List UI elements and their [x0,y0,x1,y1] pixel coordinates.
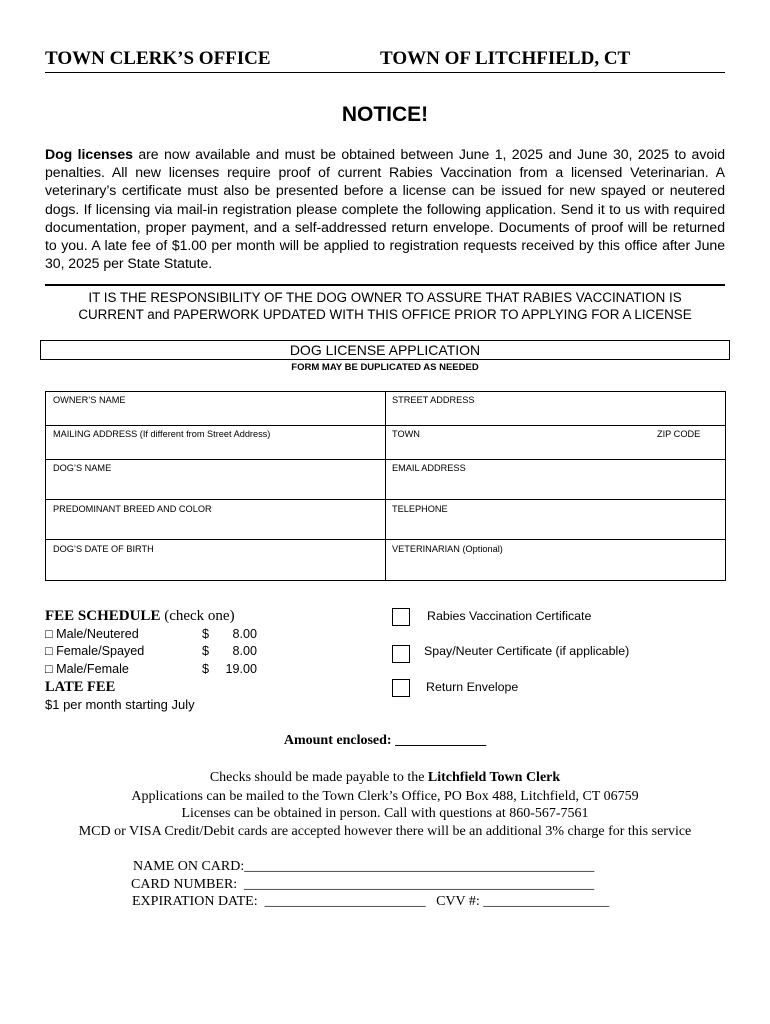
responsibility-line-1: IT IS THE RESPONSIBILITY OF THE DOG OWNER TO ASSURE THAT RABIES VACCINATION IS [88,290,682,305]
fee-option-label: □ Male/Female [45,662,129,676]
responsibility-statement [45,289,725,323]
fee-schedule-title [45,608,235,625]
fee-currency: $ [202,627,210,641]
veterinarian-label: VETERINARIAN (Optional) [392,544,503,554]
card-number-field[interactable]: CARD NUMBER: __________________________________________________ [131,877,595,892]
return-envelope-label: Return Envelope [426,680,519,694]
email-address-label: EMAIL ADDRESS [392,463,466,473]
notice-title: NOTICE! [341,103,429,126]
card-info: MCD or VISA Credit/Debit cards are accepted however there will be an additional 3% charge for this service [78,824,692,839]
dogs-dob-field[interactable] [46,540,385,580]
fee-option-male-neutered[interactable] [45,627,305,644]
spay-neuter-certificate-checkbox[interactable] [392,645,410,663]
fee-amount: 8.00 [232,644,257,658]
document-header [45,48,725,73]
owners-name-field[interactable] [46,392,385,425]
application-subtitle: FORM MAY BE DUPLICATED AS NEEDED [291,362,479,373]
fee-option-male-female[interactable] [45,662,305,679]
breed-color-field[interactable] [46,500,385,539]
fee-currency: $ [202,644,210,658]
late-fee-title: LATE FEE [45,679,116,695]
notice-bold-lead: Dog licenses [45,146,133,162]
veterinarian-field[interactable] [386,540,725,580]
mail-info: Applications can be mailed to the Town Clerk’s Office, PO Box 488, Litchfield, CT 06759 [131,789,639,804]
fee-amount: 19.00 [225,662,257,676]
telephone-field[interactable] [386,500,725,539]
zip-code-label: ZIP CODE [657,429,701,439]
fee-schedule-note: (check one) [160,608,235,624]
office-name: TOWN CLERK’S OFFICE [45,48,271,69]
fee-option-label: □ Male/Neutered [45,627,139,641]
town-label: TOWN [392,429,420,439]
spay-neuter-certificate-label: Spay/Neuter Certificate (if applicable) [424,644,630,658]
street-address-label: STREET ADDRESS [392,395,475,405]
notice-text: are now available and must be obtained between June 1, 2025 and June 30, 2025 to avoid penalties. All new licenses require proof of current Rabies Vaccination from a licensed Veterinarian. A veterinary’s certificate must also be presented before a license can be issued for new spayed or neutered dogs. If licensing via mail-in registration please complete the following application. Send it to us with required documentation, proper payment, and a self-addressed return envelope. Documents of proof will be returned to you. A late fee of $1.00 per month will be applied to registration requests received by this office after June 30, 2025 per State Statute. [45,146,725,272]
fee-amount: 8.00 [232,627,257,641]
name-on-card-field[interactable]: NAME ON CARD:__________________________________________________ [133,859,595,874]
amount-enclosed[interactable]: Amount enclosed: _____________ [283,733,487,748]
fee-option-female-spayed[interactable] [45,644,305,661]
late-fee-text: $1 per month starting July [45,697,195,712]
return-envelope-checkbox[interactable] [392,679,410,697]
owners-name-label: OWNER’S NAME [53,395,126,405]
in-person-info: Licenses can be obtained in person. Call with questions at 860-567-7561 [181,806,589,821]
dogs-dob-label: DOG’S DATE OF BIRTH [53,544,154,554]
breed-color-label: PREDOMINANT BREED AND COLOR [53,504,212,514]
application-form [45,391,726,581]
fee-option-label: □ Female/Spayed [45,644,145,658]
divider [45,284,725,286]
rabies-certificate-checkbox[interactable] [392,608,410,626]
responsibility-line-2: CURRENT and PAPERWORK UPDATED WITH THIS OFFICE PRIOR TO APPLYING FOR A LICENSE [78,307,692,322]
mailing-address-field[interactable] [46,426,385,459]
payee-name: Litchfield Town Clerk [427,770,561,785]
town-name: TOWN OF LITCHFIELD, CT [380,48,631,69]
mailing-address-label: MAILING ADDRESS (If different from Street Address) [53,429,271,439]
dogs-name-field[interactable] [46,460,385,499]
expiration-cvv-field[interactable]: EXPIRATION DATE: _______________________ CVV #: __________________ [132,894,610,909]
fee-currency: $ [202,662,210,676]
payable-prefix: Checks should be made payable to the [209,770,428,785]
notice-body [45,145,725,272]
street-address-field[interactable] [386,392,725,425]
payable-info [0,769,770,787]
fee-schedule-bold: FEE SCHEDULE [45,608,161,624]
telephone-label: TELEPHONE [392,504,448,514]
application-title: DOG LICENSE APPLICATION [40,340,730,360]
dogs-name-label: DOG’S NAME [53,463,112,473]
email-address-field[interactable] [386,460,725,499]
rabies-certificate-label: Rabies Vaccination Certificate [427,609,592,623]
town-zip-field[interactable] [386,426,725,459]
